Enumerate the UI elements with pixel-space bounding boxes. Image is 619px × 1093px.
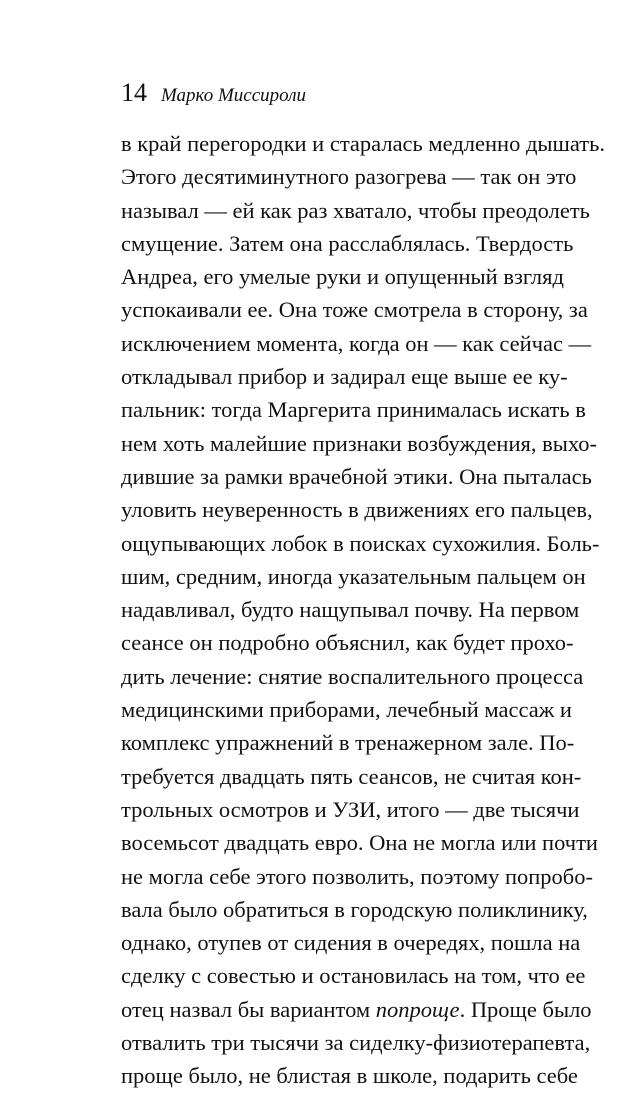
text-line: проще было, не блистая в школе, подарить себе [121, 1063, 578, 1089]
text-line: сделку с совестью и остановилась на том, что ее [121, 963, 586, 989]
page-number: 14 [121, 78, 147, 107]
text-line: нем хоть малейшие признаки возбуждения, выхо- [121, 430, 597, 456]
text-line: трольных осмотров и УЗИ, итого — две тысячи [121, 796, 580, 822]
text-line: называл — ей как раз хватало, чтобы преодолеть [121, 197, 590, 223]
text-line: дить лечение: снятие воспалительного процесса [121, 663, 584, 689]
page-header [121, 78, 306, 112]
italic-word: попроще [375, 996, 460, 1022]
text-line: пальник: тогда Маргерита принималась искать в [121, 397, 586, 423]
text-line: требуется двадцать пять сеансов, не считая кон- [121, 763, 582, 789]
text-line: смущение. Затем она расслаблялась. Твердость [121, 230, 574, 256]
text-line: в край перегородки и старалась медленно дышать. [121, 131, 605, 156]
text-line: шим, средним, иногда указательным пальцем он [121, 563, 586, 589]
text-line: не могла себе этого позволить, поэтому попробо- [121, 863, 593, 889]
running-head-author: Марко Миссироли [161, 85, 306, 106]
text-line: отвалить три тысячи за сиделку-физиотерапевта, [121, 1030, 591, 1056]
text-line: уловить неуверенность в движениях его пальцев, [121, 497, 593, 523]
text-line: надавливал, будто нащупывал почву. На первом [121, 597, 580, 623]
text-line: комплекс упражнений в тренажерном зале. По- [121, 730, 575, 756]
text-line-with-italic [121, 993, 592, 1026]
text-line: однако, отупев от сидения в очередях, пошла на [121, 930, 581, 956]
text-line: Этого десятиминутного разогрева — так он это [121, 164, 577, 190]
text-run: . Проще было [459, 996, 592, 1022]
text-line: вала было обратиться в городскую поликлинику, [121, 896, 588, 922]
text-line: дившие за рамки врачебной этики. Она пыталась [121, 463, 592, 489]
text-line: восемьсот двадцать евро. Она не могла или почти [121, 830, 598, 856]
text-line: медицинскими приборами, лечебный массаж и [121, 697, 572, 723]
text-line: Андреа, его умелые руки и опущенный взгляд [121, 264, 564, 290]
text-line: исключением момента, когда он — как сейчас — [121, 330, 592, 356]
text-run: отец назвал бы вариантом [121, 996, 376, 1022]
text-line: откладывал прибор и задирал еще выше ее ку- [121, 364, 568, 390]
text-line: сеансе он подробно объяснил, как будет прохо- [121, 630, 574, 656]
text-line: успокаивали ее. Она тоже смотрела в сторону, за [121, 297, 588, 323]
body-text [121, 127, 605, 1093]
text-line: ощупывающих лобок в поисках сухожилия. Боль- [121, 530, 600, 556]
